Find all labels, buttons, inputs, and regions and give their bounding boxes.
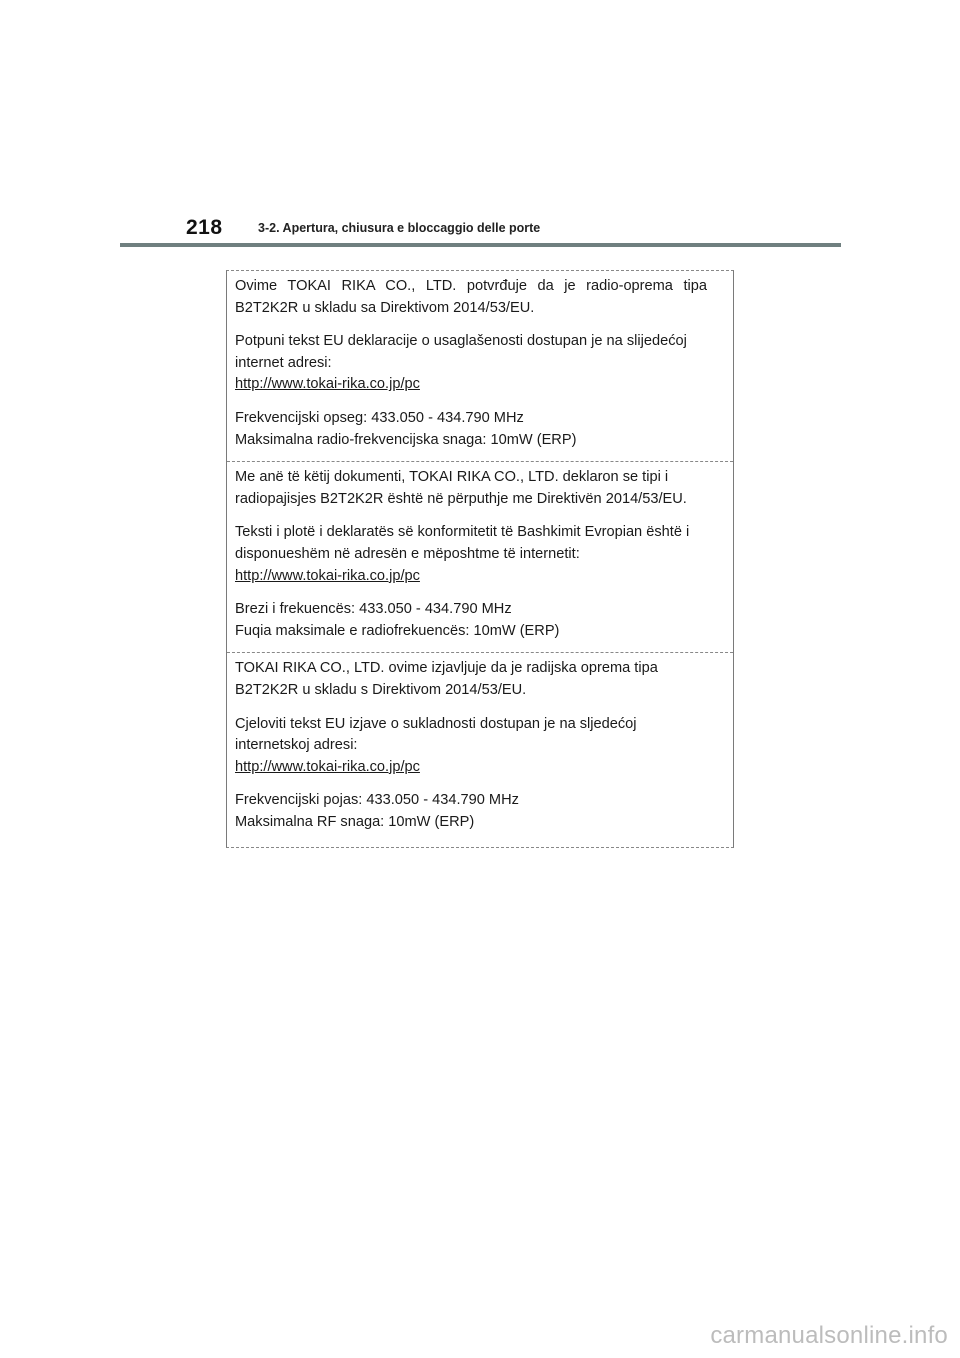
availability-text: Cjeloviti tekst EU izjave o sukladnosti dostupan je na sljedećoj internetskoj adresi: <box>235 715 637 754</box>
declaration-specs <box>235 790 707 833</box>
declaration-section-serbian <box>227 271 733 462</box>
declaration-specs <box>235 599 707 642</box>
declaration-url-link[interactable]: http://www.tokai-rika.co.jp/pc <box>235 567 420 584</box>
max-power: Fuqia maksimale e radiofrekuencës: 10mW (ERP) <box>235 622 560 639</box>
frequency-range: Brezi i frekuencës: 433.050 - 434.790 MHz <box>235 601 512 618</box>
page-number: 218 <box>186 216 223 239</box>
declaration-section-croatian <box>227 653 733 847</box>
frequency-range: Frekvencijski pojas: 433.050 - 434.790 MHz <box>235 792 519 809</box>
watermark: carmanualsonline.info <box>710 1322 948 1349</box>
availability-text: Potpuni tekst EU deklaracije o usaglašenosti dostupan je na slijedećoj internet adresi: <box>235 333 687 371</box>
header-rule <box>120 243 841 247</box>
declaration-specs <box>235 408 707 451</box>
section-title: 3-2. Apertura, chiusura e bloccaggio delle porte <box>258 221 541 235</box>
frequency-range: Frekvencijski opseg: 433.050 - 434.790 MHz <box>235 409 524 426</box>
declaration-intro: Me anë të këtij dokumenti, TOKAI RIKA CO., LTD. deklaron se tipi i radiopajisjes B2T2K2R është në përputhje me Direktivën 2014/53/EU. <box>235 469 687 507</box>
declaration-section-albanian <box>227 462 733 653</box>
declaration-box <box>226 270 734 848</box>
max-power: Maksimalna RF snaga: 10mW (ERP) <box>235 813 475 830</box>
declaration-intro: TOKAI RIKA CO., LTD. ovime izjavljuje da je radijska oprema tipa B2T2K2R u skladu s Direktivom 2014/53/EU. <box>235 660 658 698</box>
declaration-url-link[interactable]: http://www.tokai-rika.co.jp/pc <box>235 758 420 775</box>
availability-text: Teksti i plotë i deklaratës së konformitetit të Bashkimit Evropian është i disponueshëm në adresën e mëposhtme të internetit: <box>235 524 690 562</box>
declaration-availability <box>235 714 707 779</box>
declaration-intro: Ovime TOKAI RIKA CO., LTD. potvrđuje da je radio-oprema tipa B2T2K2R u skladu sa Direktivom 2014/53/EU. <box>235 278 707 316</box>
max-power: Maksimalna radio-frekvencijska snaga: 10mW (ERP) <box>235 431 577 448</box>
declaration-availability <box>235 522 707 587</box>
declaration-url-link[interactable]: http://www.tokai-rika.co.jp/pc <box>235 376 420 393</box>
declaration-availability <box>235 331 707 396</box>
